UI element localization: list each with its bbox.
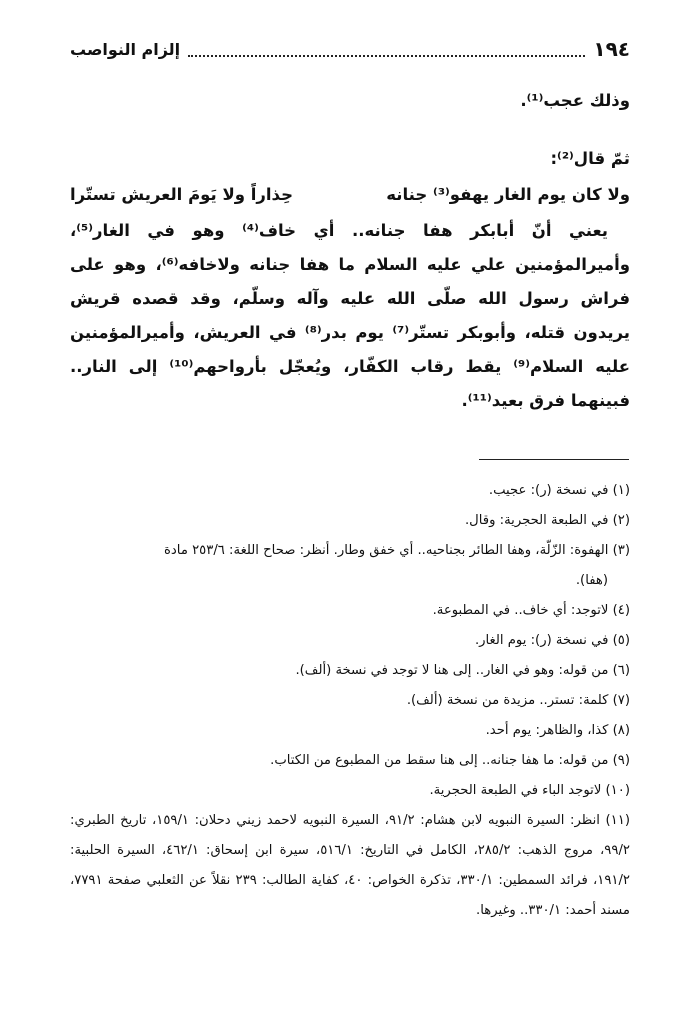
commentary-paragraph: يعني أنّ أبابكر هفا جنانه.. أي خاف⁽⁴⁾ وهو في الغار⁽⁵⁾، وأميرالمؤمنين علي عليه السلام ما هفا جنانه ولاخافه⁽⁶⁾، وهو على فراش رسول الله صلّى الله عليه وآله وسلّم، وقد قصده قريش يريدون قتله، وأبوبكر تستّر⁽⁷⁾ يوم بدر⁽⁸⁾ في العريش، وأميرالمؤمنين عليه السلام⁽⁹⁾ يقط رقاب الكفّار، ويُعجّل بأرواحهم⁽¹⁰⁾ إلى النار.. فبينهما فرق بعيد⁽¹¹⁾. (70, 221, 631, 410)
footnote: (٤) لاتوجد: أي خاف.. في المطبوعة. (432, 603, 630, 618)
footnote-separator (479, 459, 629, 460)
footnote: (٥) في نسخة (ر): يوم الغار. (474, 633, 630, 648)
footnote: (٩) من قوله: ما هفا جنانه.. إلى هنا سقط من المطبوع من الكتاب. (270, 753, 630, 768)
running-title: إلزام النواصب (70, 39, 181, 59)
page-header (70, 34, 630, 64)
footnote: (١٠) لاتوجد الباء في الطبعة الحجرية. (429, 783, 630, 798)
footnote: (١١) انظر: السيرة النبويه لابن هشام: ٩١/٢، السيرة النبويه لاحمد زيني دحلان: ١٥٩/١، تاريخ الطبري: ٩٩/٢، مروج الذهب: ٢٨٥/٢، الكامل في التاريخ: ٥١٦/١، سيرة ابن إسحاق: ٤٦٢/١، السيرة الحلبية: ١٩١/٢، فرائد السمطين: ٣٣٠/١، تذكرة الخواص: ٤٠، كفاية الطالب: ٢٣٩ نقلاً عن الثعلبي صفحة ٧٧٩١، مسند أحمد: ٣٣٠/١.. وغيرها. (70, 813, 631, 918)
footnote: (٣) الهفوة: الزّلّة، وهفا الطائر بجناحيه.. أي خفق وطار. أنظر: صحاح اللغة: ٢٥٣/٦ مادة (164, 543, 630, 558)
footnotes (70, 476, 630, 926)
dotted-leader (188, 53, 585, 57)
page-number: ١٩٤ (593, 37, 630, 61)
footnote: (٦) من قوله: وهو في الغار.. إلى هنا لا توجد في نسخة (ألف). (295, 663, 630, 678)
footnote: (٨) كذا، والظاهر: يوم أحد. (485, 723, 630, 738)
poem-verse (70, 178, 630, 212)
poem-intro: ثمّ قال⁽²⁾: (550, 149, 630, 168)
footnote: (١) في نسخة (ر): عجيب. (488, 483, 630, 498)
main-text (70, 84, 630, 418)
intro-line: وذلك عجب⁽¹⁾. (520, 91, 630, 110)
verse-second-hemistich: حِذاراً ولا يَومَ العريش تستّرا (70, 185, 293, 204)
footnote-continuation: (هفا). (575, 573, 608, 588)
footnote: (٧) كلمة: تستر.. مزيدة من نسخة (ألف). (406, 693, 630, 708)
verse-first-hemistich: ولا كان يوم الغار يهفو⁽³⁾ جنانه (386, 185, 630, 204)
footnote: (٢) في الطبعة الحجرية: وقال. (464, 513, 630, 528)
